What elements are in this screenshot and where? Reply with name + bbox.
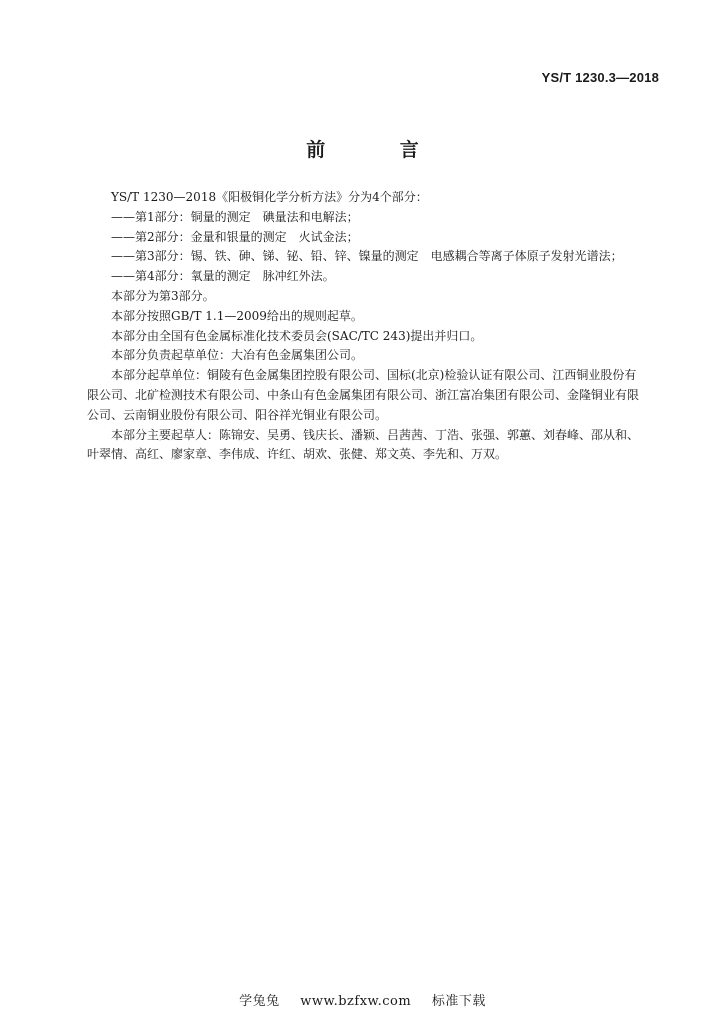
document-body: [87, 188, 641, 465]
intro-paragraph: YS/T 1230—2018《阳极铜化学分析方法》分为4个部分：: [111, 190, 428, 204]
footer-site-name: 学兔兔: [239, 994, 280, 1009]
part-item: ——第4部分：氧量的测定 脉冲红外法。: [111, 269, 335, 284]
part-item: ——第3部分：锡、铁、砷、锑、铋、铅、锌、镍量的测定 电感耦合等离子体原子发射光谱法；: [111, 249, 623, 264]
standard-code: YS/T 1230.3—2018: [541, 70, 659, 85]
part-item: ——第2部分：金量和银量的测定 火试金法；: [111, 229, 359, 244]
part-item: ——第1部分：铜量的测定 碘量法和电解法；: [111, 209, 359, 224]
footer-tagline: 标准下载: [431, 994, 486, 1009]
drafting-units-paragraph: 本部分起草单位：铜陵有色金属集团控股有限公司、国标(北京)检验认证有限公司、江西铜业股份有限公司、北矿检测技术有限公司、中条山有色金属集团有限公司、浙江富冶集团有限公司、金隆铜业有限公司、云南铜业股份有限公司、阳谷祥光铜业有限公司。: [87, 368, 640, 422]
footer-url[interactable]: www.bzfxw.com: [300, 994, 412, 1009]
body-paragraph: 本部分由全国有色金属标准化技术委员会(SAC/TC 243)提出并归口。: [111, 328, 483, 343]
page-title: 前 言: [306, 139, 453, 161]
body-paragraph: 本部分负责起草单位：大冶有色金属集团公司。: [111, 348, 364, 363]
footer: [0, 990, 725, 1009]
drafters-paragraph: 本部分主要起草人：陈锦安、吴勇、钱庆长、潘颖、吕茜茜、丁浩、张强、郭蕙、刘春峰、邵从和、叶翠情、高红、廖家章、李伟成、许红、胡欢、张健、郑文英、李先和、万双。: [87, 427, 640, 462]
body-paragraph: 本部分为第3部分。: [111, 288, 215, 303]
body-paragraph: 本部分按照GB/T 1.1—2009给出的规则起草。: [111, 308, 363, 323]
